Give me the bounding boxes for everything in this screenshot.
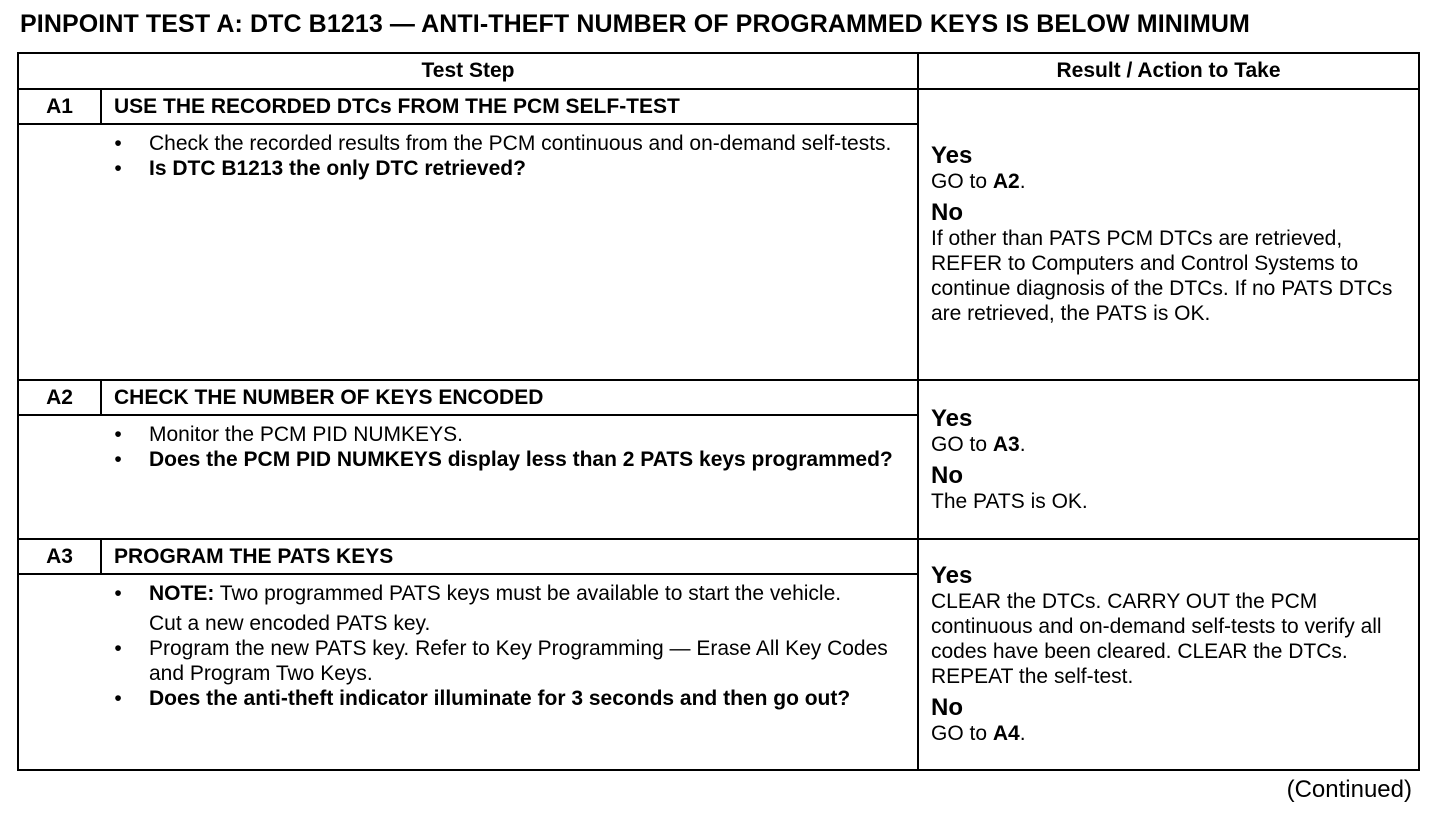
pinpoint-test-table xyxy=(17,52,1420,771)
yes-label: Yes xyxy=(931,562,973,589)
no-action: GO to A4. xyxy=(931,722,1026,745)
yes-action: GO to A2. xyxy=(931,170,1026,193)
step-a2-result xyxy=(918,380,1419,539)
step-a3-result xyxy=(918,539,1419,770)
step-a1-title-row xyxy=(18,89,1419,124)
step-title: PROGRAM THE PATS KEYS xyxy=(101,539,918,574)
step-a1-body xyxy=(101,124,918,380)
yes-label: Yes xyxy=(931,404,973,432)
no-label: No xyxy=(931,694,963,721)
step-a1-result xyxy=(918,89,1419,380)
yes-action: CLEAR the DTCs. CARRY OUT the PCM continuous and on-demand self-tests to verify all codes have been cleared. CLEAR the DTCs. REPEAT the self-test. xyxy=(931,590,1382,688)
step-title: USE THE RECORDED DTCs FROM THE PCM SELF-TEST xyxy=(101,89,918,124)
continued-label: (Continued) xyxy=(1286,776,1412,803)
list-item: • Is DTC B1213 the only DTC retrieved? xyxy=(114,157,526,180)
step-id: A1 xyxy=(18,89,101,124)
list-item: • Check the recorded results from the PCM continuous and on-demand self-tests. xyxy=(114,132,892,155)
step-title: CHECK THE NUMBER OF KEYS ENCODED xyxy=(101,380,918,415)
list-item: • Monitor the PCM PID NUMKEYS. xyxy=(114,423,463,446)
step-id: A3 xyxy=(18,539,101,574)
list-item: • Does the PCM PID NUMKEYS display less than 2 PATS keys programmed? xyxy=(114,448,893,471)
page-title: PINPOINT TEST A: DTC B1213 — ANTI-THEFT NUMBER OF PROGRAMMED KEYS IS BELOW MINIMUM xyxy=(20,10,1250,38)
step-a3-body xyxy=(101,574,918,770)
test-step-header: Test Step xyxy=(18,53,918,89)
result-header: Result / Action to Take xyxy=(918,53,1419,89)
yes-action: GO to A3. xyxy=(931,432,1026,456)
step-a2-title-row xyxy=(18,380,1419,415)
no-label: No xyxy=(931,199,963,226)
list-item: • Does the anti-theft indicator illuminate for 3 seconds and then go out? xyxy=(114,687,851,710)
no-action: If other than PATS PCM DTCs are retrieved, REFER to Computers and Control Systems to continue diagnosis of the DTCs. If no PATS DTCs are retrieved, the PATS is OK. xyxy=(931,227,1393,325)
yes-label: Yes xyxy=(931,142,973,169)
no-action: The PATS is OK. xyxy=(931,489,1088,513)
step-a2-body xyxy=(101,415,918,539)
list-item: • Program the new PATS key. Refer to Key Programming — Erase All Key Codes and Program Two Keys. xyxy=(114,637,888,685)
step-id: A2 xyxy=(18,380,101,415)
header-row xyxy=(18,53,1419,89)
no-label: No xyxy=(931,461,963,489)
list-item: • NOTE: Two programmed PATS keys must be available to start the vehicle. xyxy=(114,582,842,605)
step-a3-title-row xyxy=(18,539,1419,574)
note-line: Cut a new encoded PATS key. xyxy=(149,612,431,635)
